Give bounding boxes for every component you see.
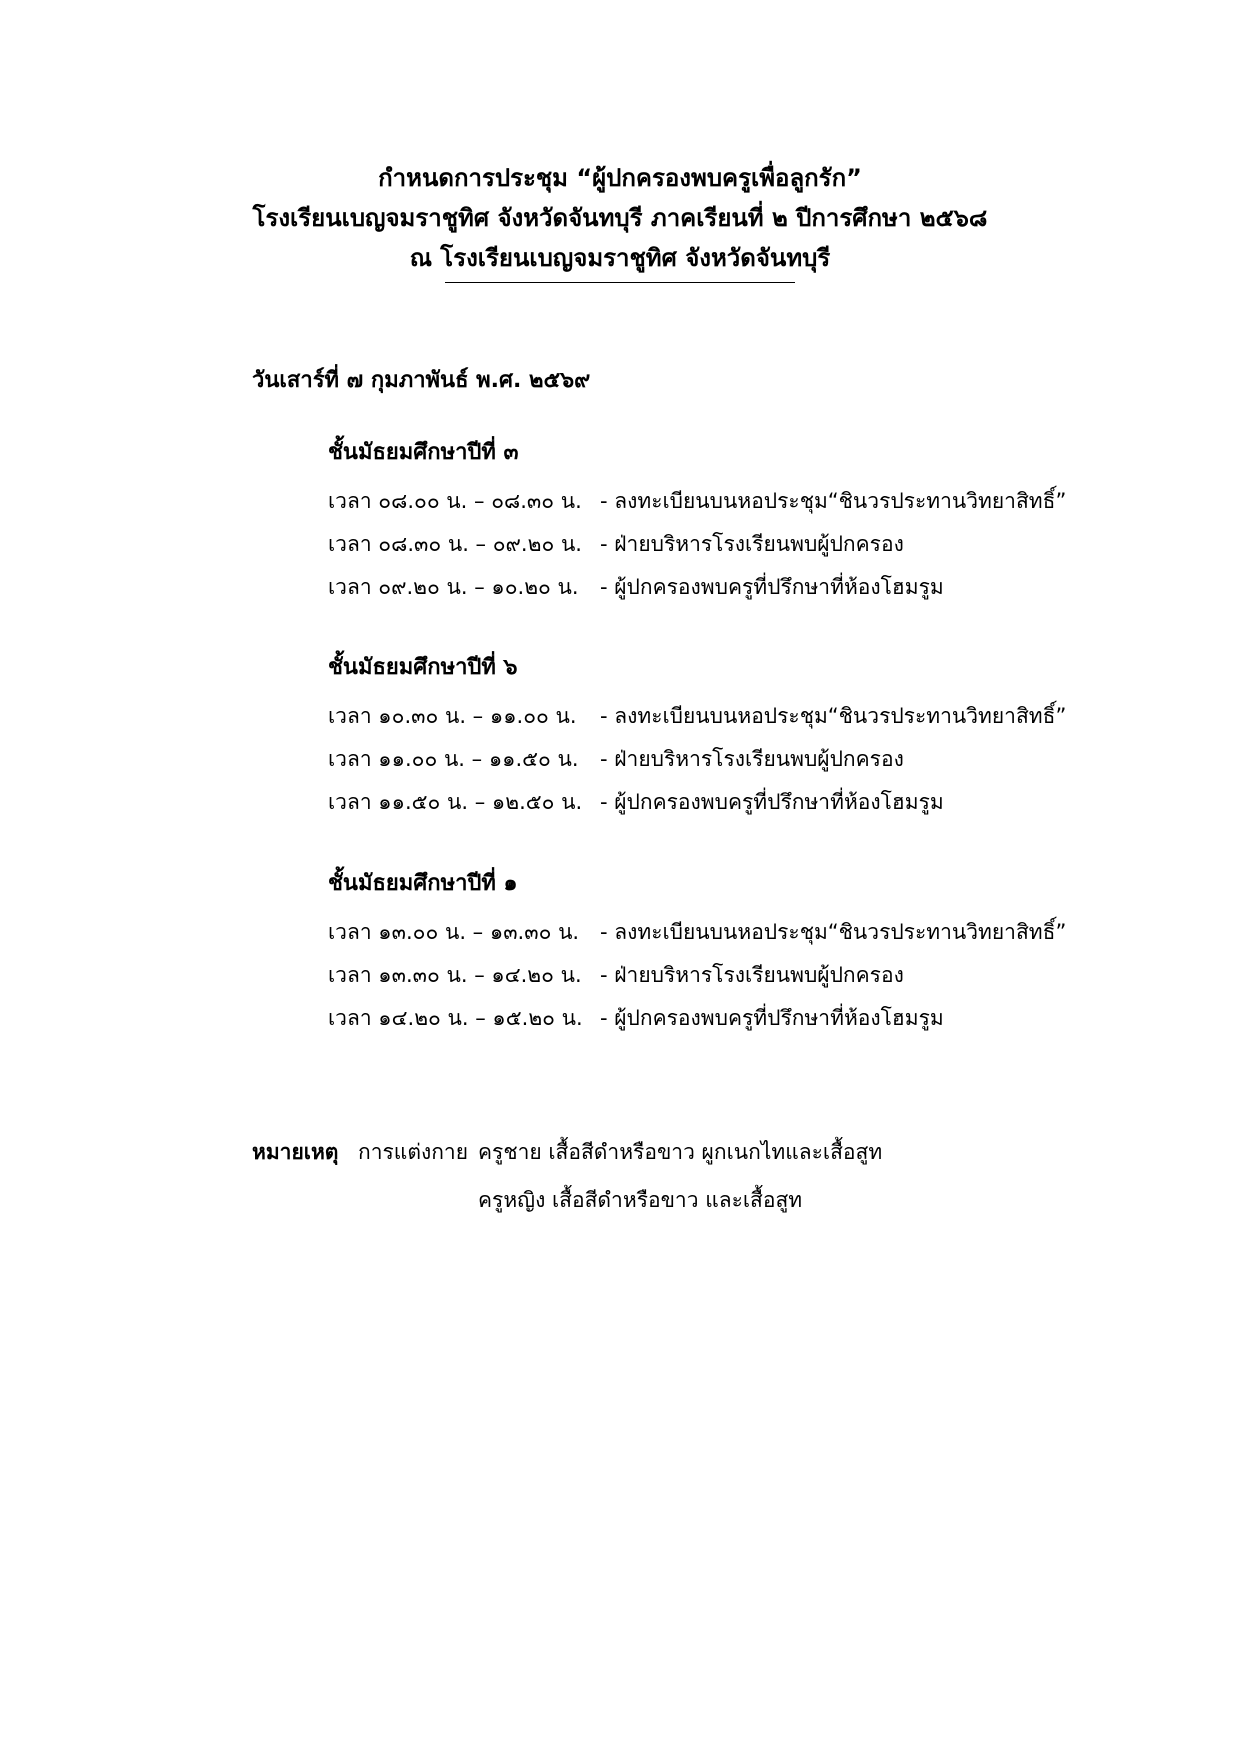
meeting-date: วันเสาร์ที่ ๗ กุมภาพันธ์ พ.ศ. ๒๕๖๙ [252, 368, 591, 393]
schedule-row [328, 781, 1148, 824]
schedule-row [328, 954, 1148, 997]
row-activity: - ลงทะเบียนบนหอประชุม“ชินวรประทานวิทยาสิทธิ์” [600, 704, 1067, 728]
notes-row [252, 1128, 882, 1176]
schedule-row [328, 480, 1148, 523]
schedule-row [328, 523, 1148, 566]
row-time: เวลา ๐๙.๒๐ น. – ๑๐.๒๐ น. [328, 575, 579, 599]
row-activity: - ฝ่ายบริหารโรงเรียนพบผู้ปกครอง [600, 963, 904, 987]
row-time: เวลา ๑๑.๕๐ น. – ๑๒.๕๐ น. [328, 790, 583, 814]
row-activity: - ฝ่ายบริหารโรงเรียนพบผู้ปกครอง [600, 532, 904, 556]
row-time: เวลา ๑๔.๒๐ น. – ๑๕.๒๐ น. [328, 1006, 583, 1030]
section-title: ชั้นมัธยมศึกษาปีที่ ๓ [328, 440, 519, 465]
row-activity: - ลงทะเบียนบนหอประชุม“ชินวรประทานวิทยาสิทธิ์” [600, 489, 1067, 513]
schedule-row [328, 738, 1148, 781]
row-time: เวลา ๐๘.๐๐ น. – ๐๘.๓๐ น. [328, 489, 582, 513]
document-header [0, 158, 1240, 283]
row-time: เวลา ๐๘.๓๐ น. – ๐๙.๒๐ น. [328, 532, 582, 556]
schedule-row [328, 566, 1148, 609]
row-time: เวลา ๑๑.๐๐ น. – ๑๑.๕๐ น. [328, 747, 579, 771]
notes-row [252, 1176, 882, 1224]
header-venue: ณ โรงเรียนเบญจมราชูทิศ จังหวัดจันทบุรี [409, 244, 831, 272]
section-title: ชั้นมัธยมศึกษาปีที่ ๖ [328, 655, 518, 680]
row-time: เวลา ๑๐.๓๐ น. – ๑๑.๐๐ น. [328, 704, 577, 728]
schedule-row [328, 997, 1148, 1040]
header-divider [445, 282, 795, 283]
notes-label: หมายเหตุ [252, 1140, 339, 1164]
schedule-section-m6 [328, 651, 1148, 824]
row-activity: - ผู้ปกครองพบครูที่ปรึกษาที่ห้องโฮมรูม [600, 575, 944, 599]
row-activity: - ผู้ปกครองพบครูที่ปรึกษาที่ห้องโฮมรูม [600, 1006, 944, 1030]
row-activity: - ลงทะเบียนบนหอประชุม“ชินวรประทานวิทยาสิทธิ์” [600, 920, 1067, 944]
schedule-row [328, 695, 1148, 738]
notes-subject: การแต่งกาย [358, 1140, 469, 1164]
schedule-section-m3 [328, 436, 1148, 609]
header-title: กำหนดการประชุม “ผู้ปกครองพบครูเพื่อลูกรัก” [378, 164, 862, 192]
row-time: เวลา ๑๓.๓๐ น. – ๑๔.๒๐ น. [328, 963, 582, 987]
row-activity: - ฝ่ายบริหารโรงเรียนพบผู้ปกครอง [600, 747, 904, 771]
notes-female-dress: ครูหญิง เสื้อสีดำหรือขาว และเสื้อสูท [478, 1188, 803, 1212]
row-time: เวลา ๑๓.๐๐ น. – ๑๓.๓๐ น. [328, 920, 580, 944]
notes-block [252, 1128, 882, 1224]
schedule-section-m1 [328, 867, 1148, 1040]
row-activity: - ผู้ปกครองพบครูที่ปรึกษาที่ห้องโฮมรูม [600, 790, 944, 814]
schedule-row [328, 911, 1148, 954]
notes-male-dress: ครูชาย เสื้อสีดำหรือขาว ผูกเนกไทและเสื้อสูท [478, 1140, 883, 1164]
section-title: ชั้นมัธยมศึกษาปีที่ ๑ [328, 871, 518, 896]
header-school-term: โรงเรียนเบญจมราชูทิศ จังหวัดจันทบุรี ภาคเรียนที่ ๒ ปีการศึกษา ๒๕๖๘ [252, 204, 988, 232]
